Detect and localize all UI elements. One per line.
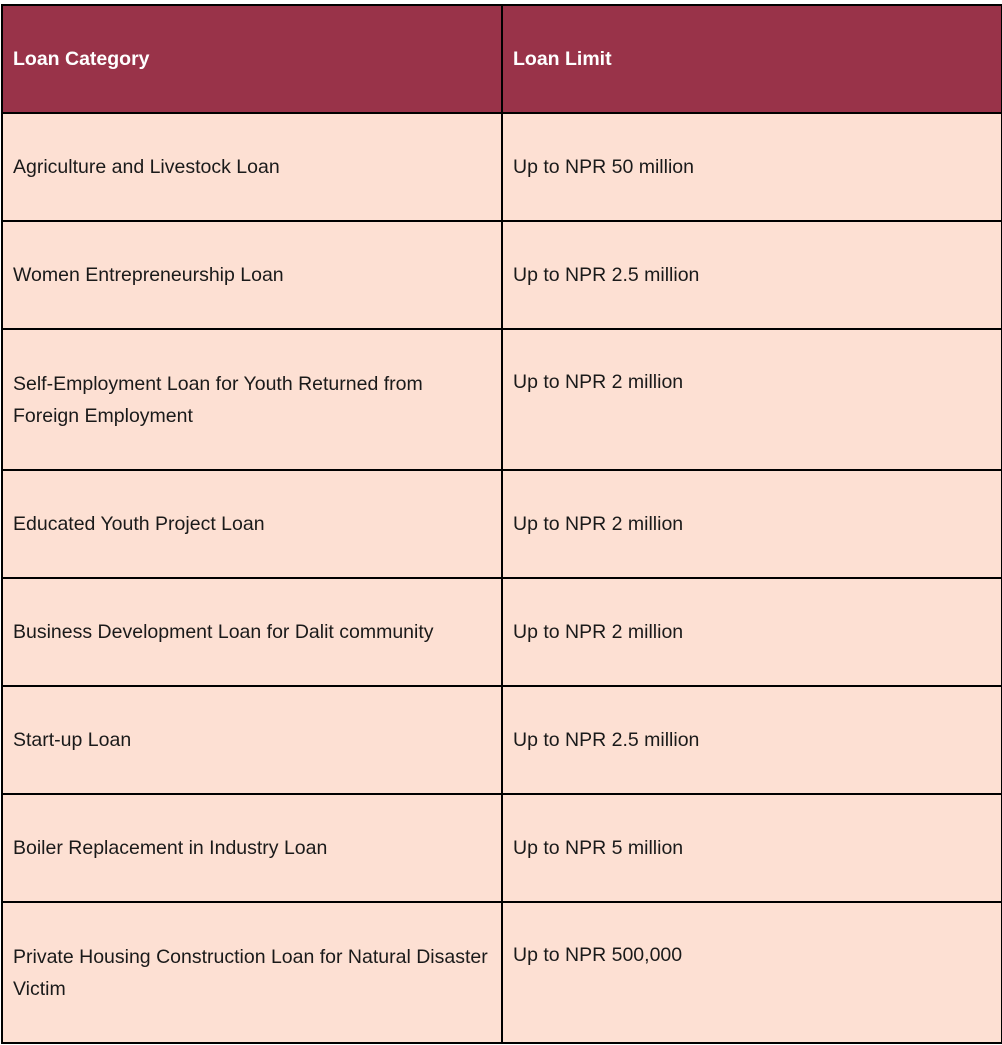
header-loan-category: Loan Category: [2, 5, 502, 113]
loan-category-cell: Boiler Replacement in Industry Loan: [2, 794, 502, 902]
table-header-row: [2, 5, 1002, 113]
loan-limit-cell: Up to NPR 2 million: [502, 329, 1002, 470]
table-row: [2, 329, 1002, 470]
loan-limit-cell: Up to NPR 2.5 million: [502, 686, 1002, 794]
table-row: [2, 113, 1002, 221]
loan-limit-cell: Up to NPR 2 million: [502, 578, 1002, 686]
table-row: [2, 686, 1002, 794]
loan-category-cell: Start-up Loan: [2, 686, 502, 794]
loan-limit-cell: Up to NPR 500,000: [502, 902, 1002, 1043]
loan-category-cell: Business Development Loan for Dalit community: [2, 578, 502, 686]
loan-category-cell: Educated Youth Project Loan: [2, 470, 502, 578]
table-row: [2, 578, 1002, 686]
loan-limit-cell: Up to NPR 2 million: [502, 470, 1002, 578]
table-row: [2, 794, 1002, 902]
table-row: [2, 470, 1002, 578]
header-loan-limit: Loan Limit: [502, 5, 1002, 113]
loan-category-cell: Women Entrepreneurship Loan: [2, 221, 502, 329]
table-row: [2, 221, 1002, 329]
loan-category-cell: Agriculture and Livestock Loan: [2, 113, 502, 221]
loan-limit-cell: Up to NPR 2.5 million: [502, 221, 1002, 329]
loan-limit-cell: Up to NPR 50 million: [502, 113, 1002, 221]
loan-limit-cell: Up to NPR 5 million: [502, 794, 1002, 902]
loan-category-cell: Private Housing Construction Loan for Natural Disaster Victim: [2, 902, 502, 1043]
loan-limits-table: [1, 4, 1002, 1044]
table-row: [2, 902, 1002, 1043]
loan-category-cell: Self-Employment Loan for Youth Returned from Foreign Employment: [2, 329, 502, 470]
